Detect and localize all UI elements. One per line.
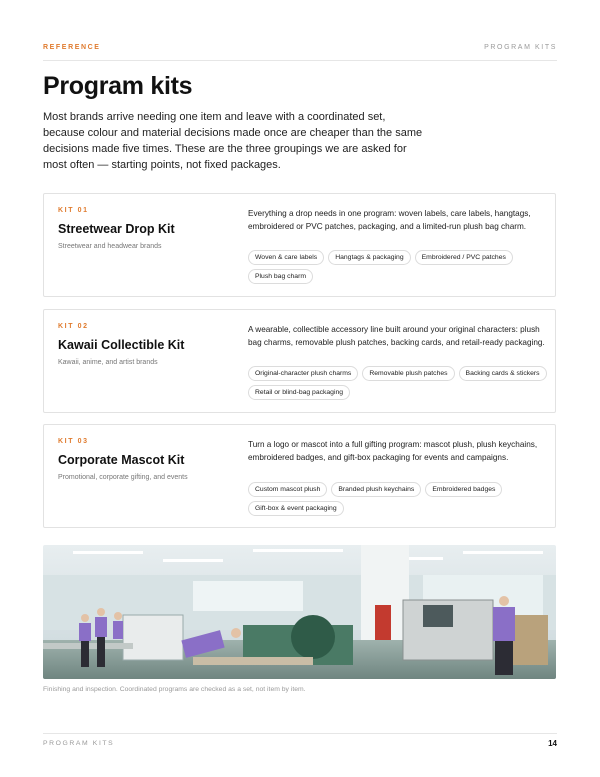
- page-header: [43, 44, 557, 61]
- kit-title: Streetwear Drop Kit: [58, 222, 175, 236]
- kit-audience: Promotional, corporate gifting, and events: [58, 474, 188, 481]
- kit-number: KIT 03: [58, 438, 89, 445]
- kit-number: KIT 01: [58, 207, 89, 214]
- page-footer: [43, 733, 557, 753]
- kit-card-streetwear: [43, 193, 556, 297]
- kit-title: Corporate Mascot Kit: [58, 453, 185, 467]
- tag: Plush bag charm: [248, 269, 313, 284]
- page-number: 14: [548, 739, 557, 748]
- tag: Original-character plush charms: [248, 366, 358, 381]
- kit-card-corporate: [43, 424, 556, 528]
- kit-card-kawaii: [43, 309, 556, 413]
- tag: Embroidered badges: [425, 482, 502, 497]
- section-label: REFERENCE: [43, 44, 101, 51]
- photo-caption: Finishing and inspection. Coordinated programs are checked as a set, not item by item.: [43, 686, 306, 693]
- kit-tags: [248, 482, 548, 516]
- intro-paragraph: Most brands arrive needing one item and leave with a coordinated set, because colour and material decisions made once are cheaper than the same decisions made five times. These are the three groupings we are asked for most often — starting points, not fixed packages.: [43, 111, 423, 171]
- kit-description: Turn a logo or mascot into a full gifting program: mascot plush, plush keychains, embroidered badges, and gift-box packaging for events and campaigns.: [248, 440, 538, 462]
- tag: Custom mascot plush: [248, 482, 327, 497]
- tag: Hangtags & packaging: [328, 250, 410, 265]
- footer-running-title: PROGRAM KITS: [43, 740, 115, 747]
- kit-audience: Kawaii, anime, and artist brands: [58, 359, 158, 366]
- tag: Retail or blind-bag packaging: [248, 385, 350, 400]
- tag: Woven & care labels: [248, 250, 324, 265]
- kit-description: A wearable, collectible accessory line built around your original characters: plush bag charms, removable plush patches, backing cards, and retail-ready packaging.: [248, 325, 545, 347]
- factory-photo: [43, 545, 556, 679]
- kit-audience: Streetwear and headwear brands: [58, 243, 162, 250]
- kit-description: Everything a drop needs in one program: woven labels, care labels, hangtags, embroidered or PVC patches, packaging, and a limited-run plush bag charm.: [248, 209, 531, 231]
- page-title: Program kits: [43, 72, 193, 100]
- tag: Removable plush patches: [362, 366, 454, 381]
- running-title: PROGRAM KITS: [484, 44, 557, 51]
- tag: Branded plush keychains: [331, 482, 421, 497]
- kit-number: KIT 02: [58, 323, 89, 330]
- kit-title: Kawaii Collectible Kit: [58, 338, 185, 352]
- tag: Backing cards & stickers: [459, 366, 547, 381]
- tag: Gift-box & event packaging: [248, 501, 344, 516]
- tag: Embroidered / PVC patches: [415, 250, 513, 265]
- kit-tags: [248, 366, 548, 400]
- kit-tags: [248, 250, 548, 284]
